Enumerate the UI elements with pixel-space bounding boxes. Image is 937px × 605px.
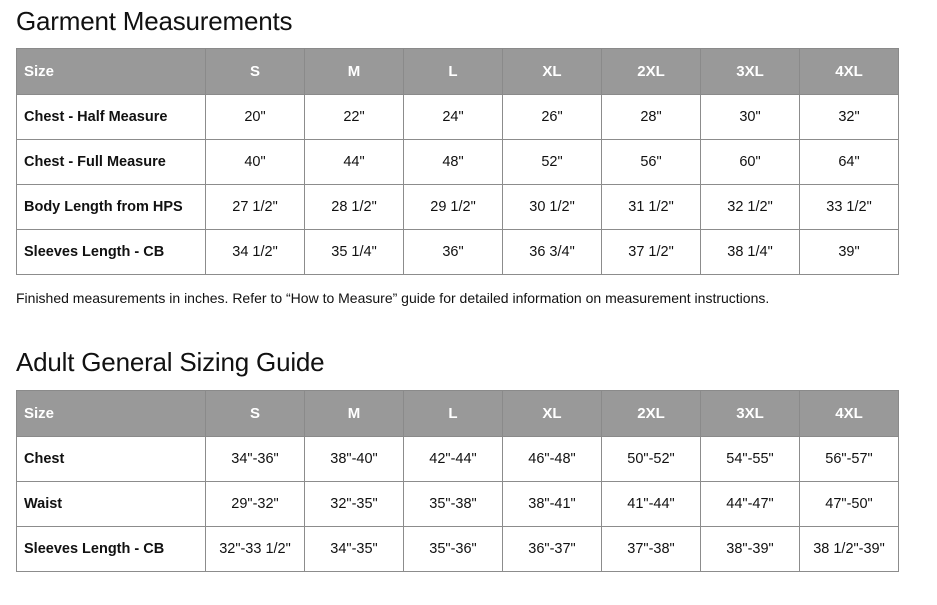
- table-row: [17, 230, 899, 275]
- table-cell: 56"-57": [800, 437, 899, 482]
- table-cell: 27 1/2": [206, 185, 305, 230]
- table-cell: 38"-41": [503, 482, 602, 527]
- table-cell: 28": [602, 95, 701, 140]
- table-cell: 42"-44": [404, 437, 503, 482]
- table-row: [17, 527, 899, 572]
- header-cell-2xl: 2XL: [602, 391, 701, 437]
- table-row: [17, 185, 899, 230]
- adult-sizing-guide-table: [16, 390, 899, 572]
- header-cell-l: L: [404, 49, 503, 95]
- table-cell: 24": [404, 95, 503, 140]
- table-cell: 34 1/2": [206, 230, 305, 275]
- table-cell: 41"-44": [602, 482, 701, 527]
- table-cell: 60": [701, 140, 800, 185]
- table-cell: 64": [800, 140, 899, 185]
- table-cell: 48": [404, 140, 503, 185]
- table-cell: 33 1/2": [800, 185, 899, 230]
- table-cell: 44"-47": [701, 482, 800, 527]
- table-cell: 22": [305, 95, 404, 140]
- table-cell: 30 1/2": [503, 185, 602, 230]
- table-cell: 37"-38": [602, 527, 701, 572]
- header-cell-l: L: [404, 391, 503, 437]
- header-cell-xl: XL: [503, 49, 602, 95]
- table-row: [17, 482, 899, 527]
- table-cell: 32"-35": [305, 482, 404, 527]
- table-header-row: [17, 49, 899, 95]
- table-cell: 30": [701, 95, 800, 140]
- table-cell: 39": [800, 230, 899, 275]
- table-cell: 29 1/2": [404, 185, 503, 230]
- table-cell: 36": [404, 230, 503, 275]
- table-cell: 38"-40": [305, 437, 404, 482]
- table-cell: 32 1/2": [701, 185, 800, 230]
- header-cell-3xl: 3XL: [701, 391, 800, 437]
- table-cell: 32": [800, 95, 899, 140]
- row-label: Waist: [17, 482, 206, 527]
- header-cell-4xl: 4XL: [800, 49, 899, 95]
- table-cell: 29"-32": [206, 482, 305, 527]
- header-cell-4xl: 4XL: [800, 391, 899, 437]
- row-label: Sleeves Length - CB: [17, 527, 206, 572]
- table-cell: 40": [206, 140, 305, 185]
- table-cell: 36"-37": [503, 527, 602, 572]
- table-cell: 38"-39": [701, 527, 800, 572]
- table-row: [17, 95, 899, 140]
- table-cell: 34"-36": [206, 437, 305, 482]
- table-cell: 38 1/2"-39": [800, 527, 899, 572]
- table-cell: 56": [602, 140, 701, 185]
- table-row: [17, 140, 899, 185]
- header-cell-size: Size: [17, 391, 206, 437]
- table-cell: 50"-52": [602, 437, 701, 482]
- table-cell: 54"-55": [701, 437, 800, 482]
- garment-measurements-title: Garment Measurements: [16, 6, 293, 36]
- row-label: Body Length from HPS: [17, 185, 206, 230]
- table-cell: 20": [206, 95, 305, 140]
- adult-sizing-guide-title: Adult General Sizing Guide: [16, 347, 325, 377]
- header-cell-xl: XL: [503, 391, 602, 437]
- table-header-row: [17, 391, 899, 437]
- measurement-note: Finished measurements in inches. Refer to “How to Measure” guide for detailed information on measurement instructions.: [16, 290, 770, 306]
- table-cell: 44": [305, 140, 404, 185]
- row-label: Sleeves Length - CB: [17, 230, 206, 275]
- table-cell: 28 1/2": [305, 185, 404, 230]
- header-cell-m: M: [305, 49, 404, 95]
- header-cell-2xl: 2XL: [602, 49, 701, 95]
- table-cell: 46"-48": [503, 437, 602, 482]
- table-cell: 32"-33 1/2": [206, 527, 305, 572]
- table-row: [17, 437, 899, 482]
- table-cell: 37 1/2": [602, 230, 701, 275]
- table-cell: 35 1/4": [305, 230, 404, 275]
- table-cell: 47"-50": [800, 482, 899, 527]
- table-cell: 26": [503, 95, 602, 140]
- row-label: Chest: [17, 437, 206, 482]
- header-cell-m: M: [305, 391, 404, 437]
- header-cell-s: S: [206, 49, 305, 95]
- table-cell: 34"-35": [305, 527, 404, 572]
- table-cell: 38 1/4": [701, 230, 800, 275]
- header-cell-size: Size: [17, 49, 206, 95]
- header-cell-s: S: [206, 391, 305, 437]
- table-cell: 52": [503, 140, 602, 185]
- row-label: Chest - Full Measure: [17, 140, 206, 185]
- header-cell-3xl: 3XL: [701, 49, 800, 95]
- table-cell: 35"-38": [404, 482, 503, 527]
- table-cell: 36 3/4": [503, 230, 602, 275]
- table-cell: 35"-36": [404, 527, 503, 572]
- table-cell: 31 1/2": [602, 185, 701, 230]
- row-label: Chest - Half Measure: [17, 95, 206, 140]
- garment-measurements-table: [16, 48, 899, 275]
